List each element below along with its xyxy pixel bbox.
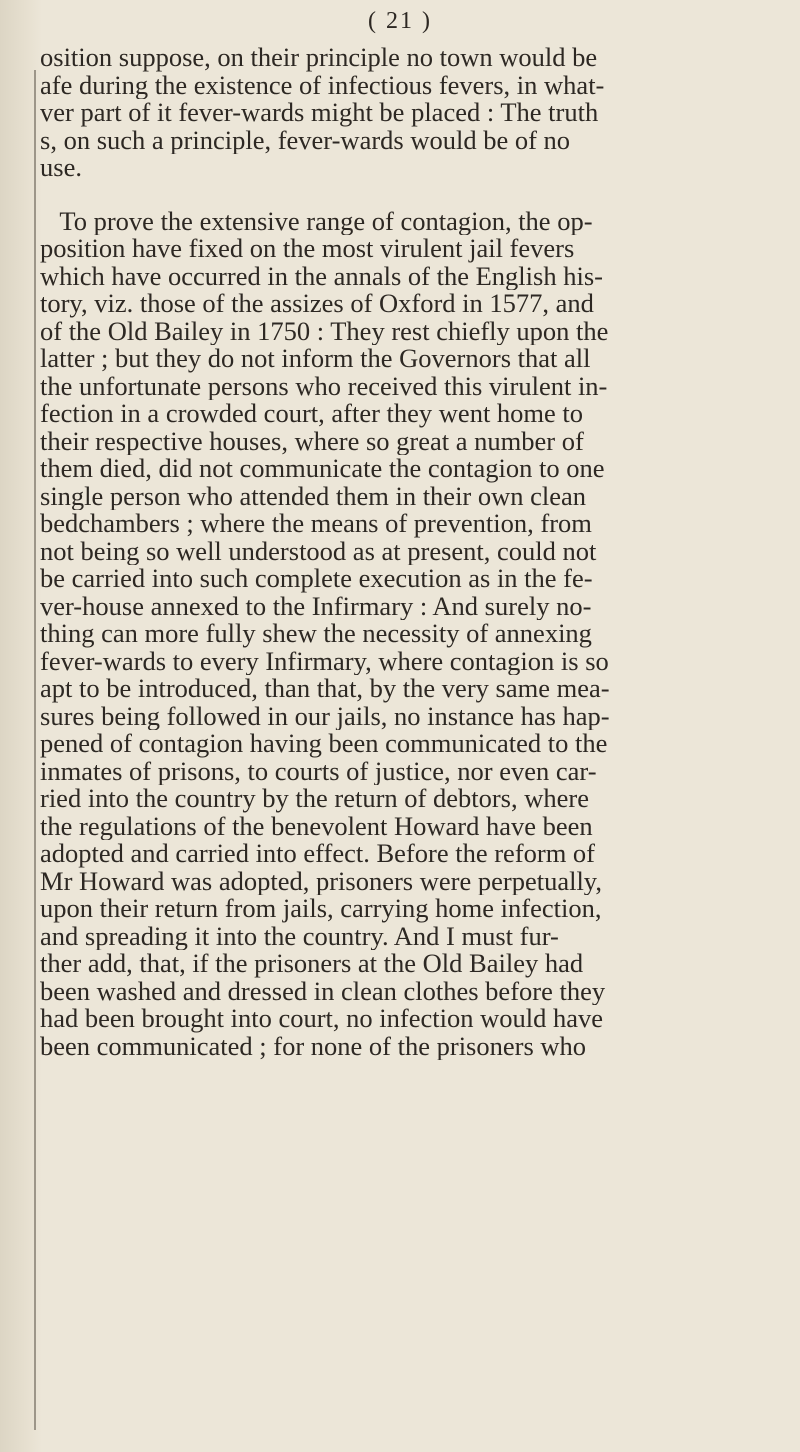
text-line: use. [40, 154, 82, 182]
text-line: fever-wards to every Infirmary, where contagion is so [40, 647, 609, 675]
text-line: the unfortunate persons who received this virulent in- [40, 372, 608, 400]
page-number: ( 21 ) [368, 8, 432, 34]
text-line: been washed and dressed in clean clothes before they [40, 977, 606, 1005]
text-line: s, on such a principle, fever-wards would be of no [40, 126, 571, 154]
text-line: them died, did not communicate the contagion to one [40, 455, 605, 483]
text-line: ver-house annexed to the Infirmary : And surely no- [40, 592, 592, 620]
text-line: apt to be introduced, than that, by the very same mea- [40, 675, 610, 703]
binding-edge [34, 70, 36, 1430]
body-text [40, 44, 780, 1060]
text-line: fection in a crowded court, after they went home to [40, 400, 584, 428]
text-line: ver part of it fever-wards might be placed : The truth [40, 99, 599, 127]
paragraph [40, 208, 780, 1061]
text-line: been communicated ; for none of the prisoners who [40, 1032, 587, 1060]
text-line: single person who attended them in their own clean [40, 482, 587, 510]
text-line: their respective houses, where so great a number of [40, 427, 584, 455]
text-line: position have fixed on the most virulent jail fevers [40, 235, 575, 263]
text-line: thing can more fully shew the necessity of annexing [40, 620, 592, 648]
paragraph-gap [40, 182, 780, 208]
text-line: of the Old Bailey in 1750 : They rest chiefly upon the [40, 317, 609, 345]
text-line: Mr Howard was adopted, prisoners were perpetually, [40, 867, 602, 895]
text-line: had been brought into court, no infection would have [40, 1005, 603, 1033]
text-line: and spreading it into the country. And I must fur- [40, 922, 559, 950]
text-line: To prove the extensive range of contagion, the op- [40, 207, 593, 235]
text-line: not being so well understood as at present, could not [40, 537, 597, 565]
text-line: osition suppose, on their principle no town would be [40, 44, 598, 72]
text-line: sures being followed in our jails, no instance has hap- [40, 702, 610, 730]
text-line: which have occurred in the annals of the English his- [40, 262, 603, 290]
text-line: ther add, that, if the prisoners at the Old Bailey had [40, 950, 584, 978]
text-line: ried into the country by the return of debtors, where [40, 785, 589, 813]
text-line: tory, viz. those of the assizes of Oxford in 1577, and [40, 290, 594, 318]
paragraph [40, 44, 780, 182]
text-line: upon their return from jails, carrying home infection, [40, 895, 602, 923]
text-line: inmates of prisons, to courts of justice, nor even car- [40, 757, 597, 785]
text-line: be carried into such complete execution as in the fe- [40, 565, 593, 593]
text-line: the regulations of the benevolent Howard have been [40, 812, 593, 840]
text-line: afe during the existence of infectious fevers, in what- [40, 71, 605, 99]
text-line: bedchambers ; where the means of prevention, from [40, 510, 592, 538]
page-gutter [0, 0, 42, 1452]
text-line: pened of contagion having been communicated to the [40, 730, 608, 758]
text-line: adopted and carried into effect. Before the reform of [40, 840, 596, 868]
text-line: latter ; but they do not inform the Governors that all [40, 345, 591, 373]
